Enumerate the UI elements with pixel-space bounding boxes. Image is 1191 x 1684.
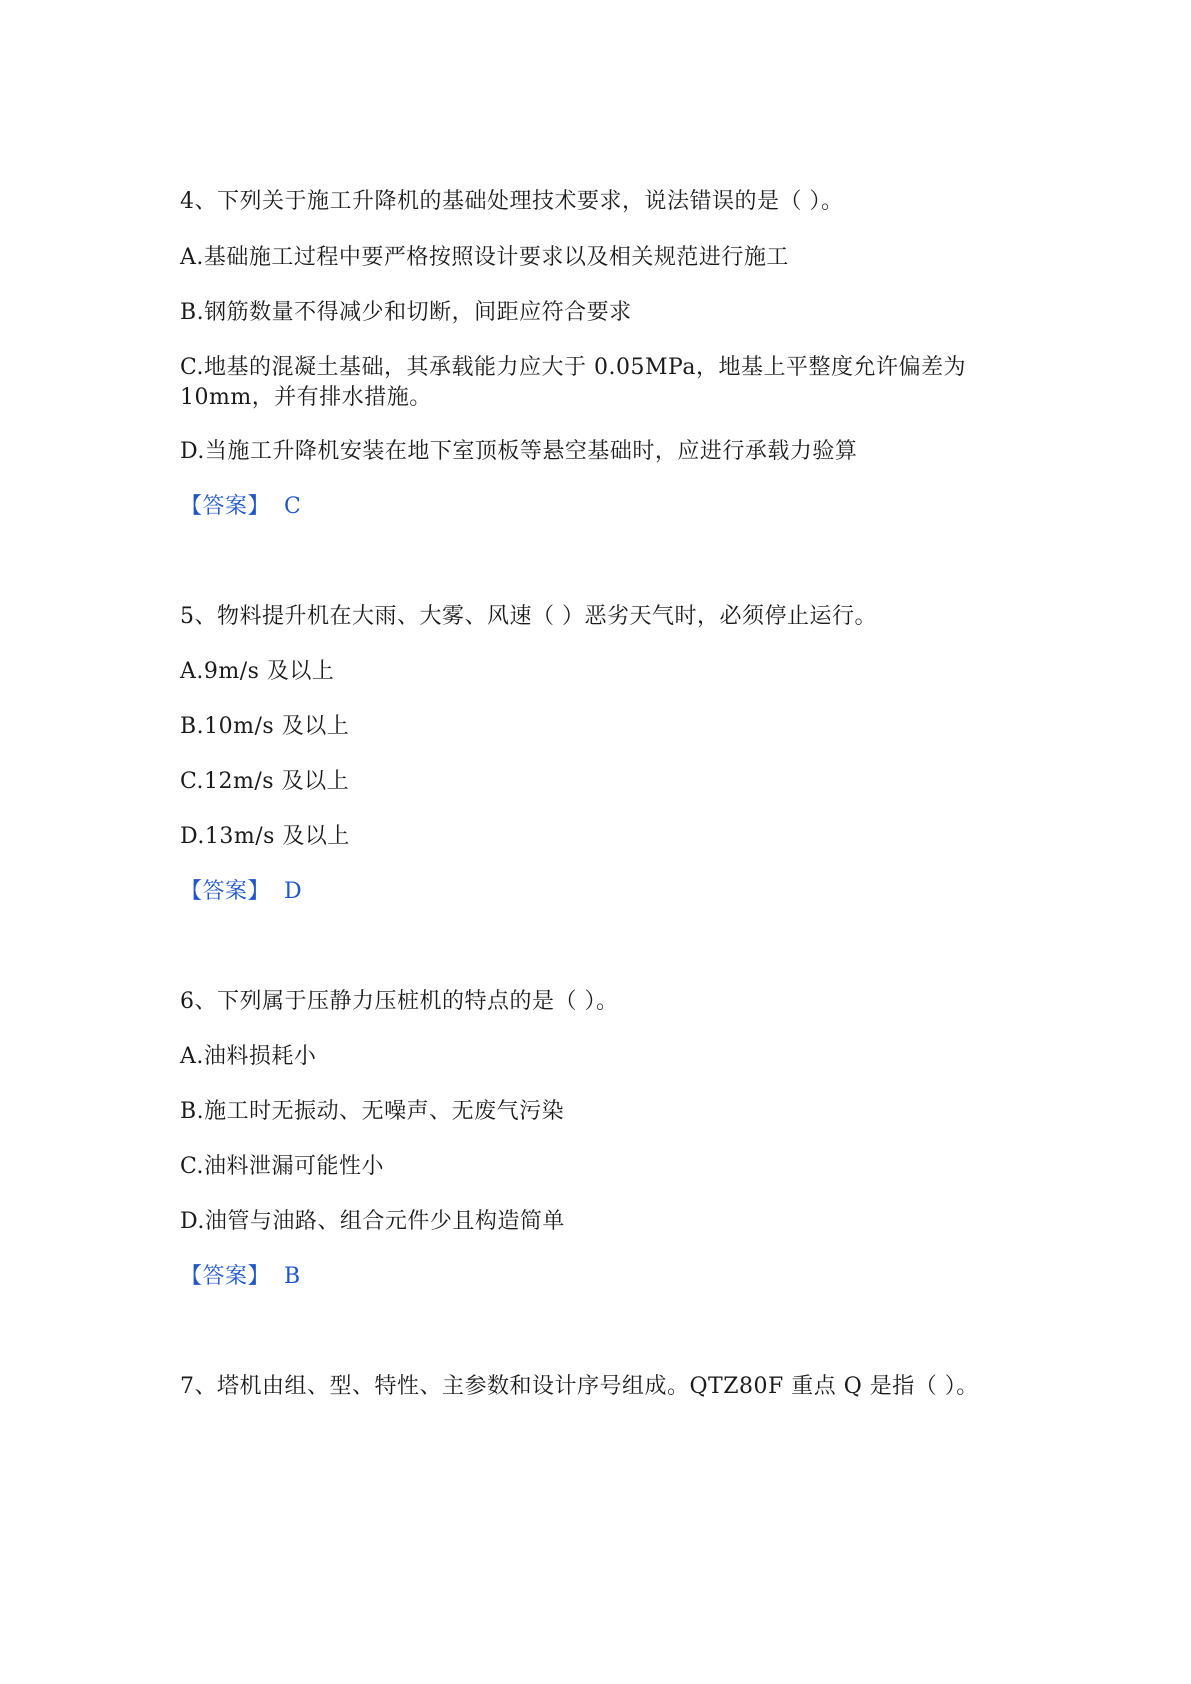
question-5-answer [180,876,302,908]
question-4-option-b: B.钢筋数量不得减少和切断，间距应符合要求 [180,300,632,325]
question-6-option-b: B.施工时无振动、无噪声、无废气污染 [180,1099,565,1124]
question-6-stem: 6、下列属于压静力压桩机的特点的是（ ）。 [180,989,619,1014]
question-5-option-d: D.13m/s 及以上 [180,824,350,849]
question-5-option-a: A.9m/s 及以上 [180,659,335,684]
answer-label: 【答案】 [180,494,271,519]
answer-label: 【答案】 [180,1264,271,1289]
question-4-option-c: C.地基的混凝土基础，其承载能力应大于 0.05MPa，地基上平整度允许偏差为 [180,355,966,380]
answer-value: D [284,879,303,904]
question-6-option-a: A.油料损耗小 [180,1044,317,1069]
question-5-option-c: C.12m/s 及以上 [180,769,350,794]
question-6-option-d: D.油管与油路、组合元件少且构造简单 [180,1209,565,1234]
question-4-stem: 4、下列关于施工升降机的基础处理技术要求，说法错误的是（ ）。 [180,189,844,214]
answer-label: 【答案】 [180,879,271,904]
question-6-answer [180,1261,301,1293]
question-4-option-d: D.当施工升降机安装在地下室顶板等悬空基础时，应进行承载力验算 [180,439,858,464]
answer-value: B [284,1264,301,1289]
question-4-option-c-cont: 10mm，并有排水措施。 [180,385,432,410]
question-4-answer [180,491,301,523]
question-5-stem: 5、物料提升机在大雨、大雾、风速（ ）恶劣天气时，必须停止运行。 [180,604,877,629]
question-7-stem: 7、塔机由组、型、特性、主参数和设计序号组成。QTZ80F 重点 Q 是指（ ）。 [180,1374,979,1399]
question-4-option-a: A.基础施工过程中要严格按照设计要求以及相关规范进行施工 [180,245,789,270]
question-6-option-c: C.油料泄漏可能性小 [180,1154,385,1179]
question-5-option-b: B.10m/s 及以上 [180,714,350,739]
answer-value: C [284,494,302,519]
